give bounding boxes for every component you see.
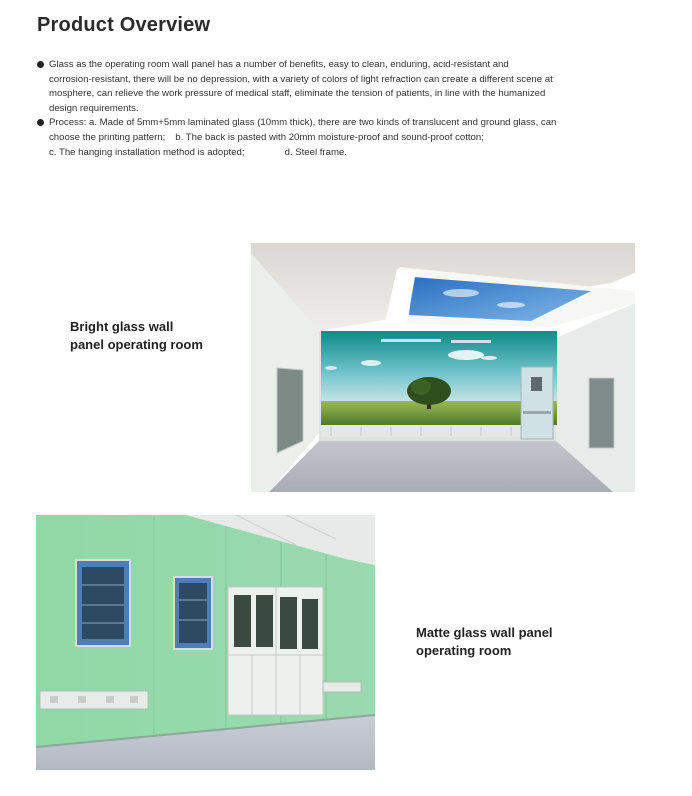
bright-glass-caption	[70, 318, 240, 354]
caption-line: operating room	[416, 643, 512, 658]
process-step-b: b. The back is pasted with 20mm moisture-proof and sound-proof cotton;	[175, 131, 484, 143]
bullet-dot-icon	[37, 119, 44, 126]
matte-glass-room-photo	[36, 515, 375, 770]
process-step-c: c. The hanging installation method is adopted;	[49, 146, 245, 158]
bullet-line: mosphere, can relieve the work pressure of medical staff, eliminate the tension of patients, in line with the humanized	[49, 88, 546, 100]
overview-list	[37, 58, 687, 160]
process-step-a-cont: choose the printing pattern;	[49, 131, 166, 143]
bullet-line: Process: a. Made of 5mm+5mm laminated glass (10mm thick), there are two kinds of translucent and ground glass, can	[49, 117, 557, 129]
matte-glass-caption	[416, 624, 616, 660]
caption-line: Matte glass wall panel	[416, 625, 553, 640]
bullet-benefits	[37, 58, 687, 116]
bullet-line: design requirements.	[49, 102, 139, 114]
bullet-line: Glass as the operating room wall panel has a number of benefits, easy to clean, enduring, acid-resistant and	[49, 59, 509, 70]
bullet-dot-icon	[37, 61, 44, 68]
bullet-line	[49, 131, 687, 146]
caption-line: panel operating room	[70, 337, 203, 352]
bullet-line: corrosion-resistant, there will be no depression, with a variety of colors of light refraction can create a different scene at	[49, 73, 553, 85]
process-step-d: d. Steel frame.	[284, 146, 347, 158]
bright-glass-room-photo	[251, 243, 635, 492]
matte-glass-room-illustration	[36, 515, 375, 770]
page-title: Product Overview	[37, 14, 211, 36]
bright-glass-room-illustration	[251, 243, 635, 492]
bullet-process	[37, 116, 687, 160]
bullet-line	[49, 146, 687, 161]
caption-line: Bright glass wall	[70, 319, 174, 334]
